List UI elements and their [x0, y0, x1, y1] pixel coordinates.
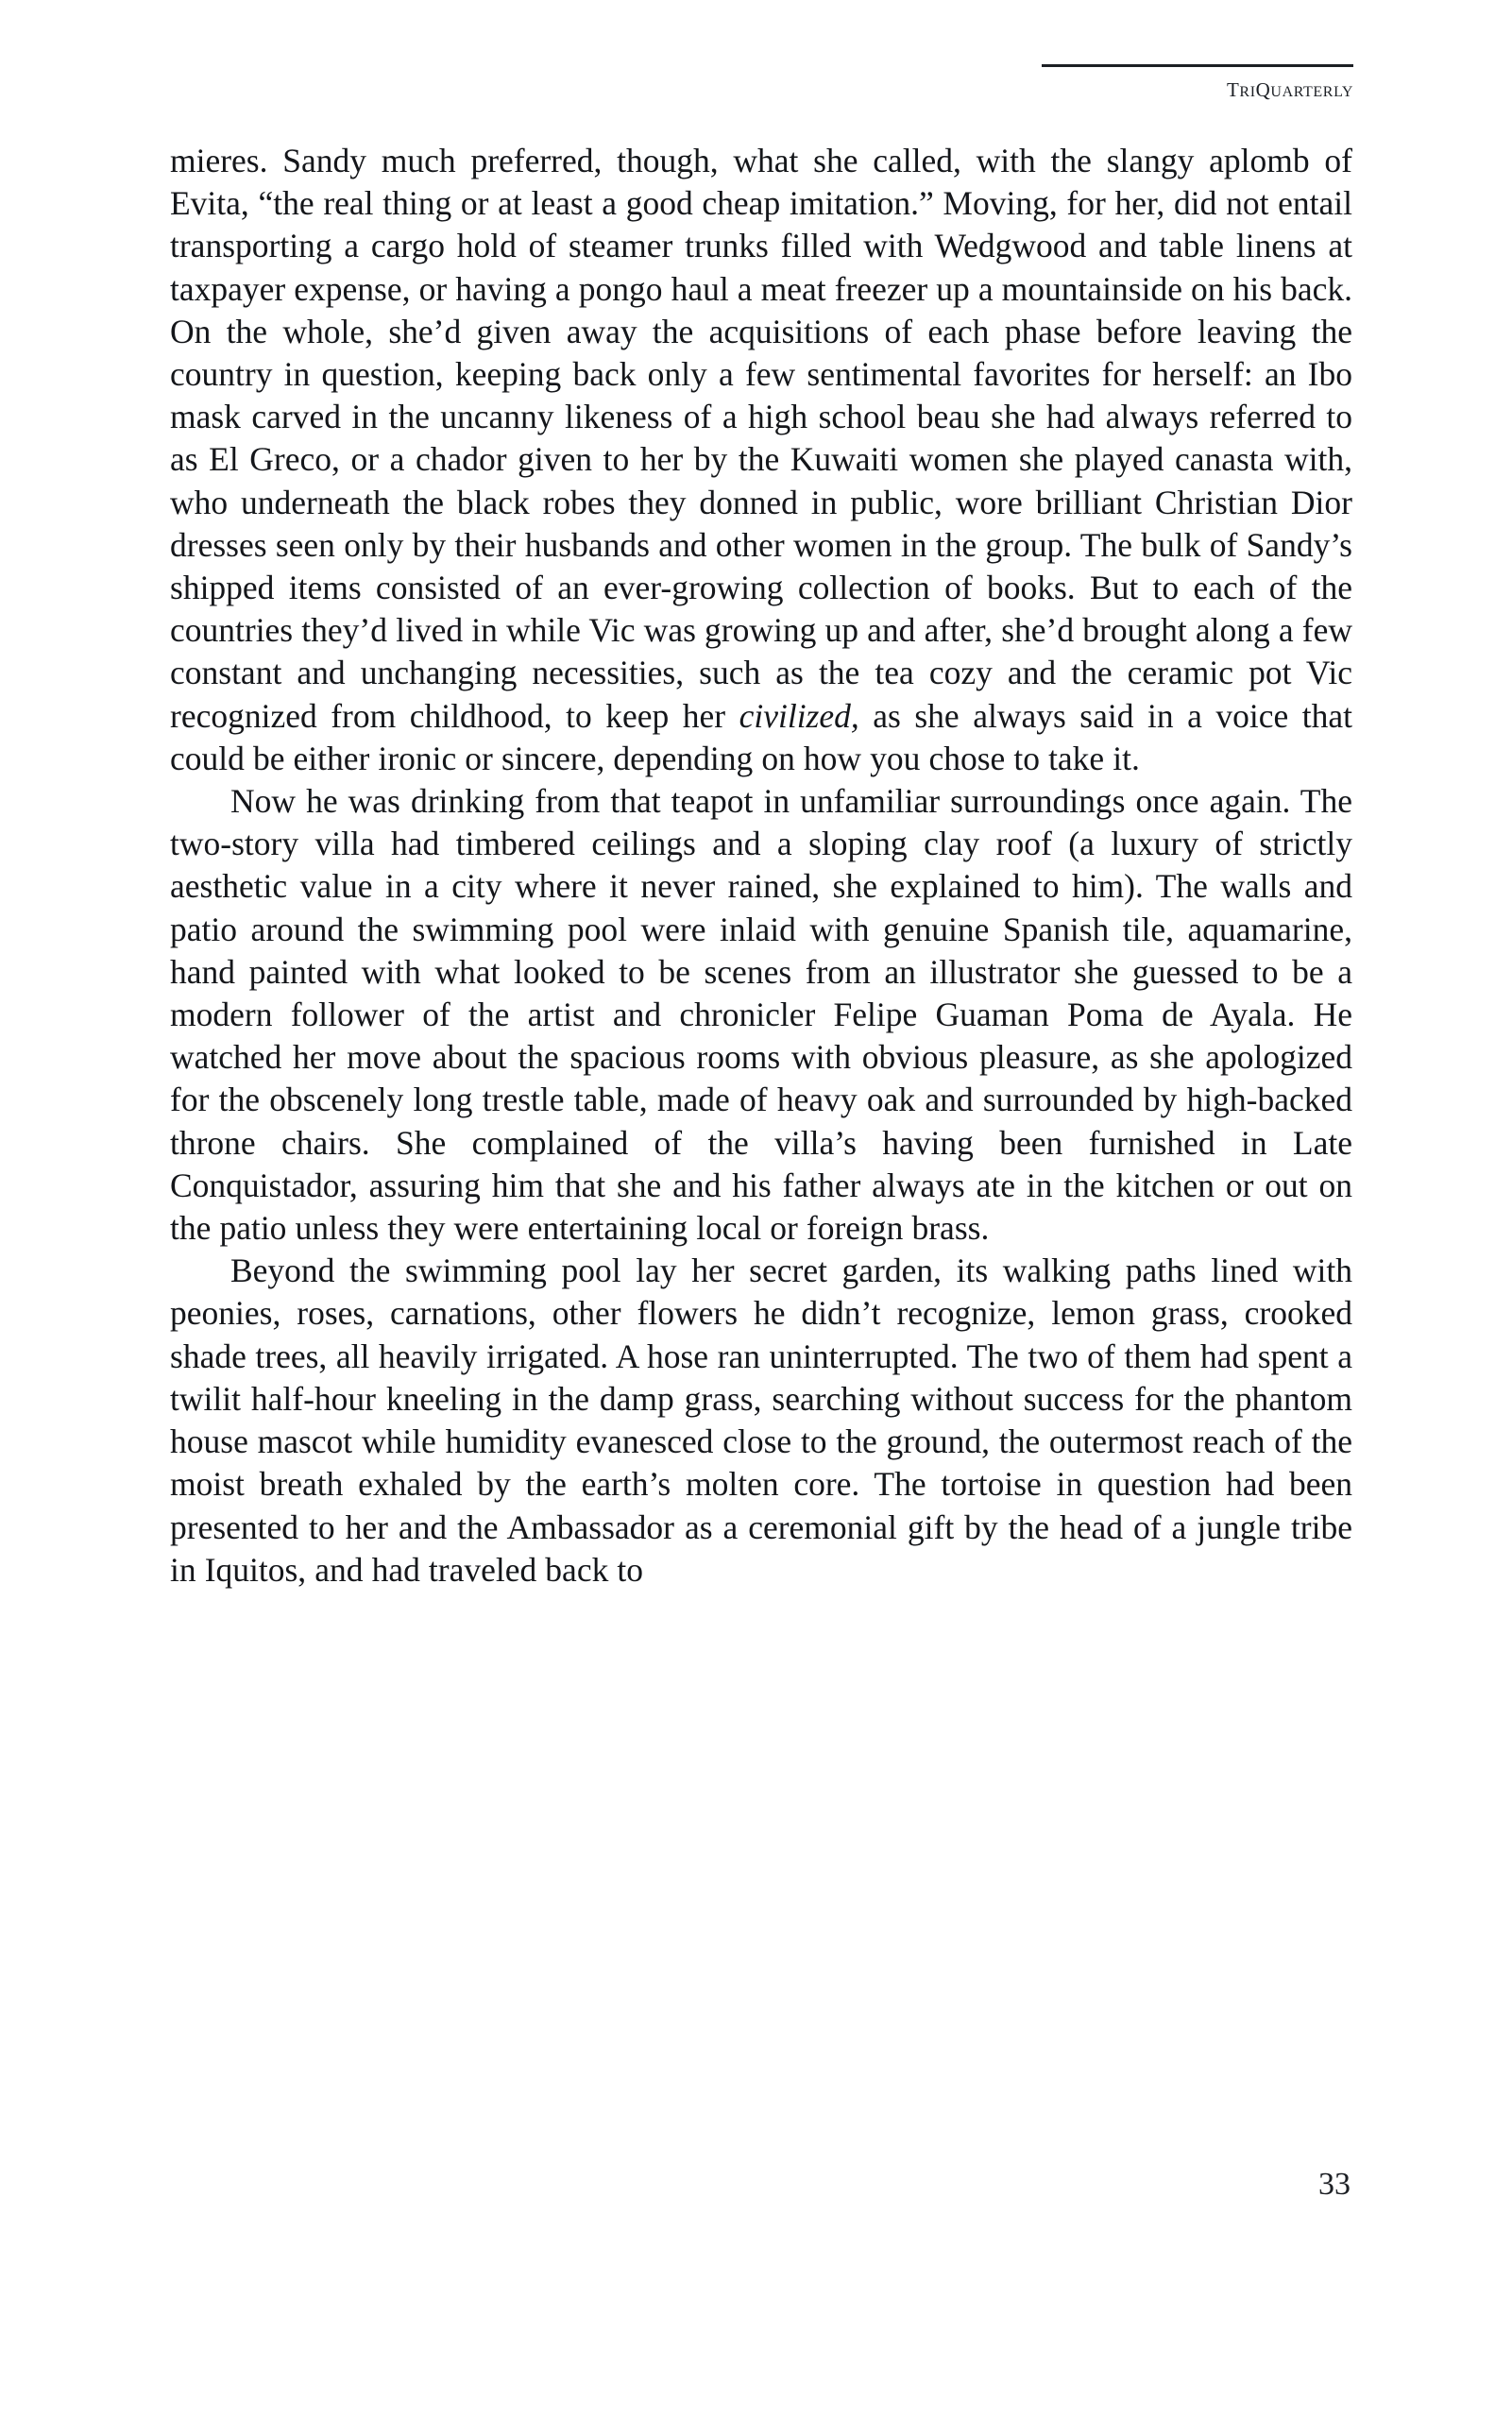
body-paragraph-paragraph-1	[170, 140, 1352, 780]
emphasized-text: civilized,	[739, 696, 859, 735]
body-text-run: mieres. Sandy much preferred, though, what she called, with the slangy aplomb of Evita, “the real thing or at least a good cheap imitation.” Moving, for her, did not entail transporting a cargo hold of steamer trunks filled with Wedgwood and table linens at taxpayer expense, or having a pongo haul a meat freezer up a mountainside on his back. On the whole, she’d given away the acquisitions of each phase before leaving the country in question, keeping back only a few sentimental favorites for herself: an Ibo mask carved in the uncanny likeness of a high school beau she had always referred to as El Greco, or a chador given to her by the Kuwaiti women she played canasta with, who underneath the black robes they donned in public, wore brilliant Christian Dior dresses seen only by their husbands and other women in the group. The bulk of Sandy’s shipped items consisted of an ever-growing collection of books. But to each of the countries they’d lived in while Vic was growing up and after, she’d brought along a few constant and unchanging necessities, such as the tea cozy and the ceramic pot Vic recognized from childhood, to keep her	[170, 142, 1352, 735]
body-text-run: as she always said in a voice that could be either ironic or sincere, depending on how you chose to take it.	[170, 696, 1352, 777]
body-paragraph-paragraph-3	[170, 1250, 1352, 1592]
body-text-run: Beyond the swimming pool lay her secret garden, its walking paths lined with peonies, roses, carnations, other flowers he didn’t recognize, lemon grass, crooked shade trees, all heavily irrigated. A hose ran uninterrupted. The two of them had spent a twilit half-hour kneeling in the damp grass, searching without success for the phantom house mascot while humidity evanesced close to the ground, the outermost reach of the moist breath exhaled by the earth’s molten core. The tortoise in question had been presented to her and the Ambassador as a ceremonial gift by the head of a jungle tribe in Iquitos, and had traveled back to	[170, 1252, 1352, 1589]
body-paragraph-paragraph-2	[170, 780, 1352, 1250]
running-head-title: triquarterly	[1226, 72, 1353, 103]
page-number: 33	[1318, 2167, 1351, 2202]
body-text-run: Now he was drinking from that teapot in unfamiliar surroundings once again. The two-story villa had timbered ceilings and a sloping clay roof (a luxury of strictly aesthetic value in a city where it never rained, she explained to him). The walls and patio around the swimming pool were inlaid with genuine Spanish tile, aquamarine, hand painted with what looked to be scenes from an illustrator she guessed to be a modern follower of the artist and chronicler Felipe Guaman Poma de Ayala. He watched her move about the spacious rooms with obvious pleasure, as she apologized for the obscenely long trestle table, made of heavy oak and surrounded by high-backed throne chairs. She complained of the villa’s having been furnished in Late Conquistador, assuring him that she and his father always ate in the kitchen or out on the patio unless they were entertaining local or foreign brass.	[170, 782, 1352, 1248]
running-head-rule	[1042, 64, 1353, 67]
running-head	[1042, 64, 1353, 102]
body-text-column	[170, 140, 1352, 1592]
